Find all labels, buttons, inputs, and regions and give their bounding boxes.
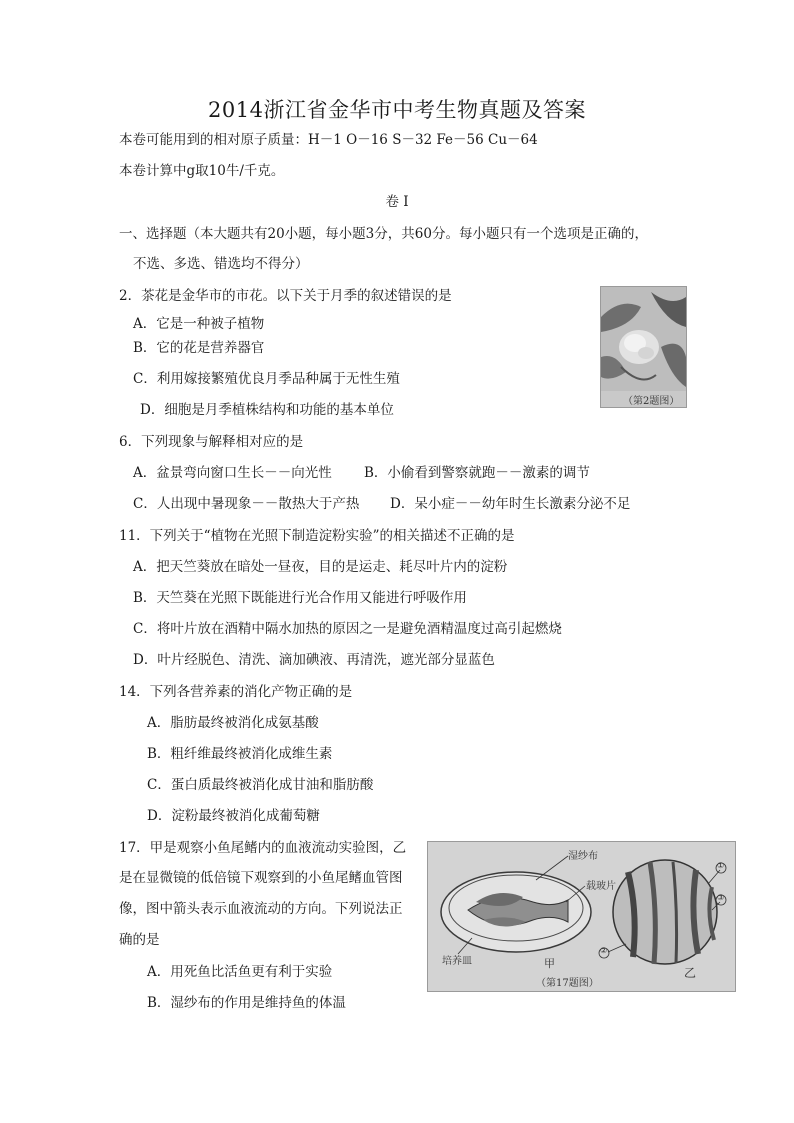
q17-option-a: A．用死鱼比活鱼更有利于实验: [147, 964, 333, 980]
q17-option-b: B．湿纱布的作用是维持鱼的体温: [147, 995, 346, 1011]
q17-stem-line-3: 像，图中箭头表示血液流动的方向。下列说法正: [119, 901, 403, 917]
q17-stem-line-4: 确的是: [119, 932, 160, 948]
q2-option-b: B．它的花是营养器官: [133, 340, 265, 356]
q11-stem: 11．下列关于“植物在光照下制造淀粉实验”的相关描述不正确的是: [119, 528, 515, 544]
q14-stem: 14．下列各营养素的消化产物正确的是: [119, 684, 353, 700]
section-heading-cont: 不选、多选、错选均不得分）: [133, 256, 309, 272]
flower-photo-image: [601, 287, 686, 407]
label-glass-slide: 载玻片: [586, 881, 616, 892]
label-circle-3: ③: [717, 893, 725, 902]
q11-option-a: A．把天竺葵放在暗处一昼夜，目的是运走、耗尽叶片内的淀粉: [133, 559, 508, 575]
q2-stem: 2．茶花是金华市的市花。以下关于月季的叙述错误的是: [119, 288, 452, 304]
q6-option-d: D．呆小症－－幼年时生长激素分泌不足: [390, 496, 631, 512]
section-heading: 一、选择题（本大题共有20小题，每小题3分，共60分。每小题只有一个选项是正确的，: [119, 226, 648, 242]
label-circle-1: ①: [717, 861, 725, 870]
q14-option-c: C．蛋白质最终被消化成甘油和脂肪酸: [147, 777, 374, 793]
q2-figure-caption: （第2题图）: [623, 396, 680, 407]
q17-stem-line-2: 是在显微镜的低倍镜下观察到的小鱼尾鳍血管图: [119, 870, 403, 886]
label-petri-dish: 培养皿: [442, 956, 472, 967]
q2-option-d: D．细胞是月季植株结构和功能的基本单位: [140, 402, 394, 418]
q14-option-b: B．粗纤维最终被消化成维生素: [147, 746, 333, 762]
intro-gravity: 本卷计算中g取10牛/千克。: [119, 163, 285, 179]
q6-option-b: B．小偷看到警察就跑－－激素的调节: [364, 465, 590, 481]
q14-option-a: A．脂肪最终被消化成氨基酸: [147, 715, 319, 731]
q17-figure-caption: （第17题图）: [536, 978, 599, 989]
label-circle-2: ②: [600, 946, 608, 955]
q6-option-c: C．人出现中暑现象－－散热大于产热: [133, 496, 360, 512]
q11-option-b: B．天竺葵在光照下既能进行光合作用又能进行呼吸作用: [133, 590, 467, 606]
q2-option-c: C．利用嫁接繁殖优良月季品种属于无性生殖: [133, 371, 400, 387]
q17-stem-line-1: 17．甲是观察小鱼尾鳍内的血液流动实验图，乙: [119, 840, 407, 856]
label-yi: 乙: [684, 966, 697, 980]
label-wet-gauze: 湿纱布: [568, 851, 598, 862]
volume-heading: 卷 Ⅰ: [385, 194, 409, 210]
page-title: 2014浙江省金华市中考生物真题及答案: [208, 98, 586, 122]
q11-option-c: C．将叶片放在酒精中隔水加热的原因之一是避免酒精温度过高引起燃烧: [133, 621, 562, 637]
intro-atomic-mass: 本卷可能用到的相对原子质量：H－1 O－16 S－32 Fe－56 Cu－64: [119, 132, 538, 148]
q14-option-d: D．淀粉最终被消化成葡萄糖: [147, 808, 320, 824]
q2-figure: [600, 286, 687, 408]
q6-stem: 6．下列现象与解释相对应的是: [119, 434, 304, 450]
label-jia: 甲: [544, 957, 555, 970]
q11-option-d: D．叶片经脱色、清洗、滴加碘液、再清洗，遮光部分显蓝色: [133, 652, 495, 668]
q17-figure: [427, 841, 736, 992]
q6-option-a: A．盆景弯向窗口生长－－向光性: [133, 465, 332, 481]
q2-option-a: A．它是一种被子植物: [133, 316, 265, 332]
